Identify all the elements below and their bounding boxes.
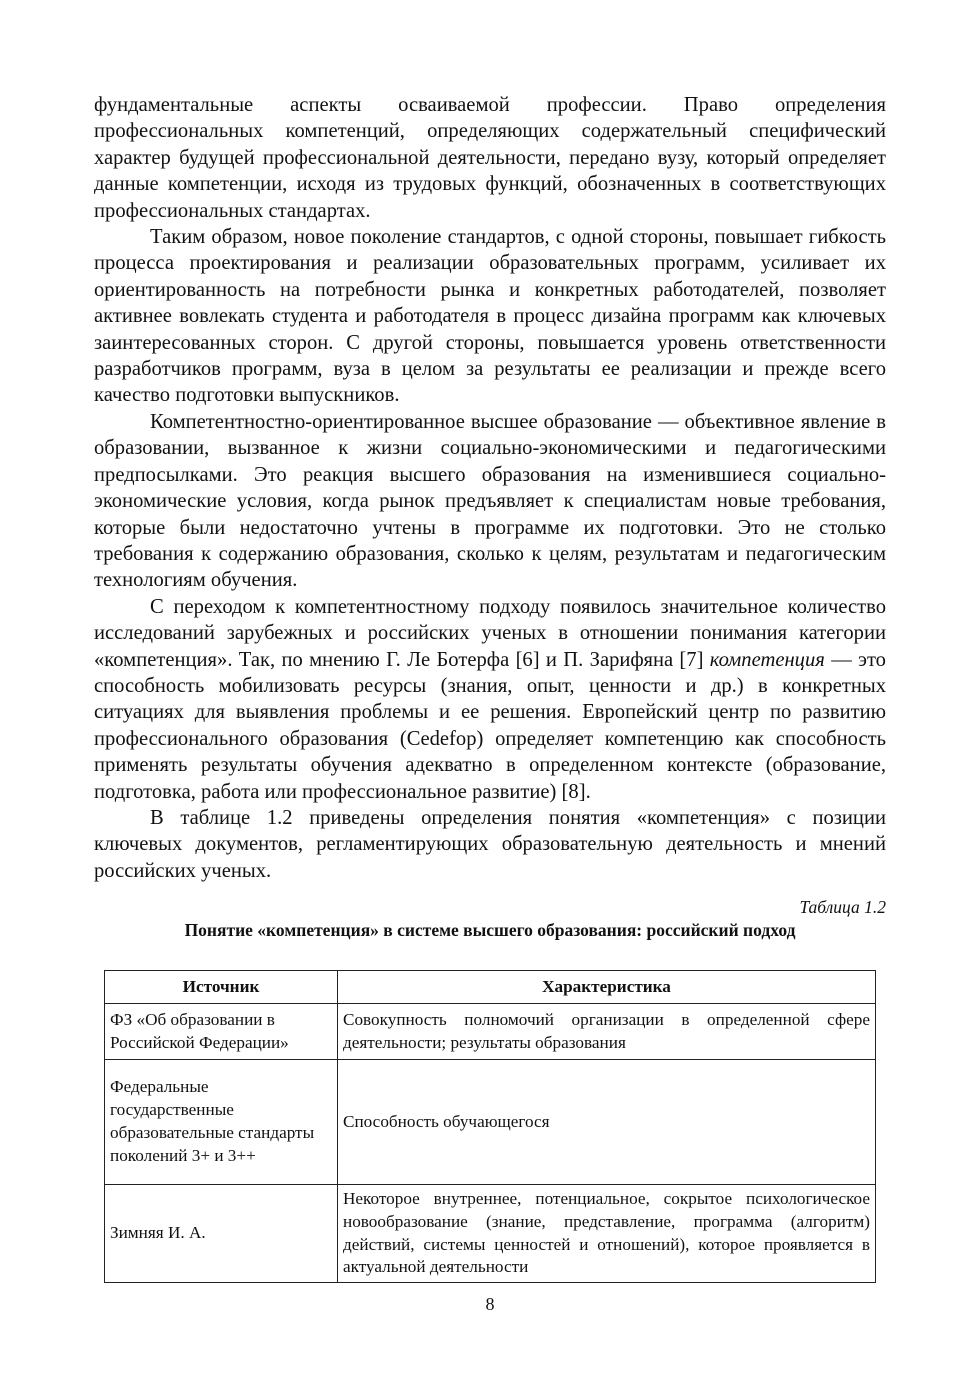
header-characteristic: Характеристика [338,971,876,1004]
table-row [105,1060,876,1185]
paragraph-4-term: компетенция [709,648,825,671]
table-header-row [105,971,876,1004]
paragraph-5: В таблице 1.2 приведены определения понятия «компетенция» с позиции ключевых документов, регламентирующих образовательную деятельность и мнений российских ученых. [94,806,886,882]
row-source: Зимняя И. А. [105,1185,338,1283]
table-title: Понятие «компетенция» в системе высшего образования: российский подход [184,920,796,941]
row-characteristic: Совокупность полномочий организации в определенной сфере деятельности; результаты образования [338,1004,876,1060]
row-characteristic: Некоторое внутреннее, потенциальное, сокрытое психологическое новообразование (знание, представление, программа (алгоритм) действий, системы ценностей и отношений), которое проявляется в актуальной деятельности [338,1185,876,1283]
header-source: Источник [105,971,338,1004]
paragraph-4 [94,594,886,805]
paragraph-4-end: — это способность мобилизовать ресурсы (знания, опыт, ценности и др.) в конкретных ситуациях для выявления проблемы и ее решения. Европейский центр по развитию профессионального образования (Cedefop) определяет компетенцию как способность применять результаты обучения адекватно в определенном контексте (образование, подготовка, работа или профессиональное развитие) [8]. [94,648,886,803]
table-row [105,1185,876,1283]
paragraph-3: Компетентностно-ориентированное высшее образование — объективное явление в образовании, вызванное к жизни социально-экономическими и педагогическими предпосылками. Это реакция высшего образования на изменившиеся социально-экономические условия, когда рынок предъявляет к специалистам новые требования, которые были недостаточно учтены в программе их подготовки. Это не столько требования к содержанию образования, сколько к целям, результатам и педагогическим технологиям обучения. [94,410,886,592]
page-number: 8 [485,1294,495,1314]
table-label: Таблица 1.2 [799,897,886,918]
competence-table [104,970,876,1283]
paragraph-2: Таким образом, новое поколение стандартов, с одной стороны, повышает гибкость процесса проектирования и реализации образовательных программ, усиливает их ориентированность на потребности рынка и конкретных работодателей, позволяет активнее вовлекать студента и работодателя в процесс дизайна программ как ключевых заинтересованных сторон. С другой стороны, повышается уровень ответственности разработчиков программ, вуза в целом за результаты ее реализации и прежде всего качество подготовки выпускников. [94,226,886,407]
row-source: ФЗ «Об образовании в Российской Федерации» [105,1004,338,1060]
row-characteristic: Способность обучающегося [338,1060,876,1185]
paragraph-1: фундаментальные аспекты осваиваемой профессии. Право определения профессиональных компетенций, определяющих содержательный специфический характер будущей профессиональной деятельности, передано вузу, который определяет данные компетенции, исходя из трудовых функций, обозначенных в соответствующих профессиональных стандартах. [94,94,886,222]
paragraph-4-start: С переходом к компетентностному подходу появилось значительное количество исследований зарубежных и российских ученых в отношении понимания категории «компетенция». Так, по мнению Г. Ле Ботерфа [6] и П. Зарифяна [7] [94,595,886,671]
table-row [105,1004,876,1060]
row-source: Федеральные государственные образовательные стандарты поколений 3+ и 3++ [105,1060,338,1185]
page-body [94,92,886,942]
